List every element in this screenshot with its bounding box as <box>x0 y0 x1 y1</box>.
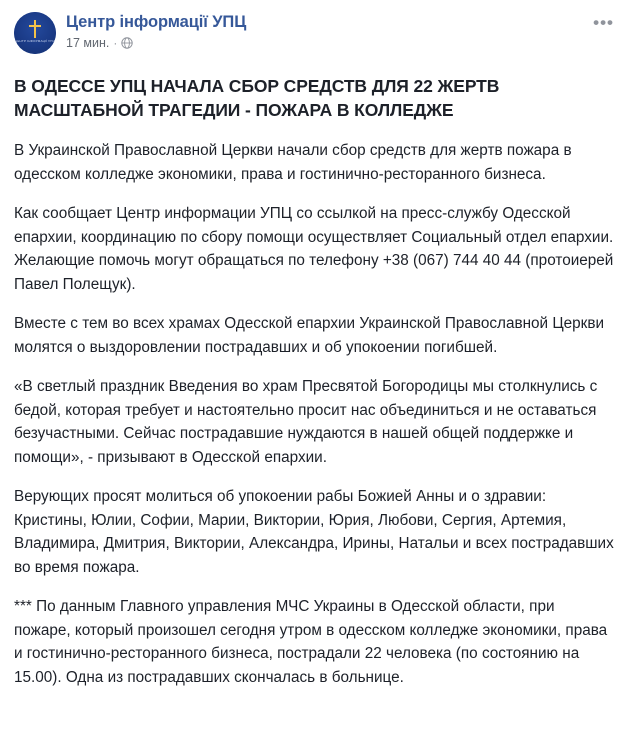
post-paragraph: Как сообщает Центр информации УПЦ со ссылкой на пресс-службу Одесской епархии, координацию по сбору помощи осуществляет Социальный отдел епархии. Желающие помочь могут обращаться по телефону +38 (067) 744 40 44 (протоиерей Павел Полещук). <box>14 205 614 293</box>
post-paragraph: Верующих просят молиться об упокоении рабы Божией Анны и о здравии: Кристины, Юлии, Софии, Марии, Виктории, Юрия, Любови, Сергия, Артемия, Владимира, Дмитрия, Виктории, Александра, Ирины, Натальи и всех пострадавших во время пожара. <box>14 488 614 576</box>
avatar-logo-text: ЦЕНТР ІНФОРМАЦІЇ УПЦ <box>14 39 56 43</box>
post-header <box>0 0 628 62</box>
post-body <box>0 139 628 689</box>
post-meta-row <box>66 36 614 50</box>
post-paragraph: «В светлый праздник Введения во храм Пресвятой Богородицы мы столкнулись с бедой, которая требует и настоятельно просит нас объединиться и не оставаться безучастными. Сейчас пострадавшие нуждаются в нашей общей поддержке и помощи», - призывают в Одесской епархии. <box>14 378 598 466</box>
post-paragraph: *** По данным Главного управления МЧС Украины в Одесской области, при пожаре, который произошел сегодня утром в одесском колледже экономики, права и гостинично-ресторанного бизнеса, пострадали 22 человека (по состоянию на 15.00). Одна из пострадавших скончалась в больнице. <box>14 598 608 686</box>
globe-icon[interactable] <box>121 37 133 49</box>
meta-separator: · <box>113 36 118 50</box>
post-options-button[interactable]: ••• <box>593 13 614 32</box>
avatar[interactable] <box>14 12 56 54</box>
page-name-link[interactable]: Центр інформації УПЦ <box>66 13 247 31</box>
post-header-meta <box>66 12 614 50</box>
avatar-logo <box>14 12 56 54</box>
post-paragraph: Вместе с тем во всех храмах Одесской епархии Украинской Православной Церкви молятся о выздоровлении пострадавших и об упокоении погибшей. <box>14 315 605 356</box>
post-timestamp[interactable]: 17 мин. <box>66 36 110 50</box>
cross-icon <box>28 20 42 38</box>
post-paragraph: В Украинской Православной Церкви начали сбор средств для жертв пожара в одесском колледже экономики, права и гостинично-ресторанного бизнеса. <box>14 142 572 183</box>
post-headline: В ОДЕССЕ УПЦ НАЧАЛА СБОР СРЕДСТВ ДЛЯ 22 ЖЕРТВ МАСШТАБНОЙ ТРАГЕДИИ - ПОЖАРА В КОЛЛЕДЖЕ <box>14 76 500 120</box>
